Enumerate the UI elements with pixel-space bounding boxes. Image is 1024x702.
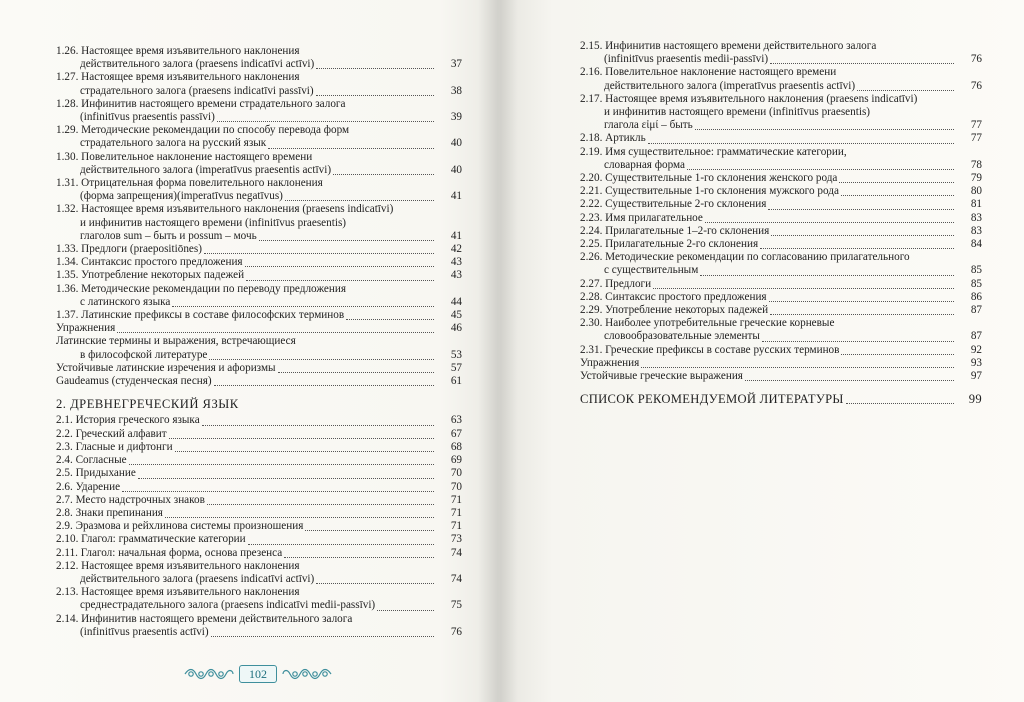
dot-leader bbox=[839, 182, 954, 183]
section-title: 2. ДРЕВНЕГРЕЧЕСКИЙ ЯЗЫК bbox=[56, 397, 239, 412]
toc-entry bbox=[56, 335, 462, 361]
toc-page-number: 39 bbox=[450, 111, 462, 124]
toc-entry bbox=[56, 428, 462, 441]
toc-entry bbox=[56, 494, 462, 507]
bibliography-entry bbox=[580, 393, 982, 406]
toc-entry-title: и инфинитив настоящего времени (infinitīvus praesentis) bbox=[80, 216, 347, 229]
dot-leader bbox=[760, 248, 954, 249]
toc-entry bbox=[56, 454, 462, 467]
toc-entry bbox=[580, 251, 982, 277]
dot-leader bbox=[278, 372, 434, 373]
toc-entry-title: 1.37. Латинские префиксы в составе философских терминов bbox=[56, 309, 345, 322]
dot-leader bbox=[641, 367, 954, 368]
toc-entry-title: словообразовательные элементы bbox=[604, 330, 760, 343]
dot-leader bbox=[172, 306, 434, 307]
toc-page-number: 42 bbox=[450, 243, 462, 256]
toc-page-number: 38 bbox=[450, 84, 462, 97]
toc-page-number: 61 bbox=[450, 375, 462, 388]
toc-entry bbox=[580, 132, 982, 145]
toc-entry-title: 2.11. Глагол: начальная форма, основа презенса bbox=[56, 546, 283, 559]
dot-leader bbox=[248, 544, 434, 545]
toc-page-number: 97 bbox=[970, 370, 982, 383]
toc-entry bbox=[56, 414, 462, 427]
toc-entry bbox=[56, 375, 462, 388]
page-number: 102 bbox=[239, 665, 277, 683]
toc-page-number: 74 bbox=[450, 572, 462, 585]
toc-entry-title: Устойчивые греческие выражения bbox=[580, 370, 743, 383]
right-toc-entries bbox=[580, 40, 982, 383]
toc-entry-title: 2.6. Ударение bbox=[56, 480, 121, 493]
toc-page-number: 80 bbox=[970, 185, 982, 198]
dot-leader bbox=[705, 222, 954, 223]
toc-page-number: 69 bbox=[450, 454, 462, 467]
toc-entry bbox=[580, 93, 982, 133]
ornament-right-icon bbox=[281, 667, 333, 681]
toc-entry-title: 1.27. Настоящее время изъявительного наклонения bbox=[56, 71, 300, 84]
toc-entry bbox=[56, 441, 462, 454]
ornament-left-icon bbox=[183, 667, 235, 681]
dot-leader bbox=[117, 332, 434, 333]
dot-leader bbox=[846, 403, 954, 404]
toc-page-number: 44 bbox=[450, 295, 462, 308]
dot-leader bbox=[316, 583, 434, 584]
dot-leader bbox=[745, 380, 954, 381]
toc-page-number: 37 bbox=[450, 58, 462, 71]
toc-page-number: 86 bbox=[970, 290, 982, 303]
toc-entry-title: действительного залога (imperatīvus praesentis actīvi) bbox=[604, 79, 856, 92]
toc-entry bbox=[56, 322, 462, 335]
toc-entry-title: словарная форма bbox=[604, 158, 685, 171]
toc-page-number: 85 bbox=[970, 264, 982, 277]
left-toc bbox=[56, 45, 462, 639]
dot-leader bbox=[333, 174, 434, 175]
toc-entry-title: 2.1. История греческого языка bbox=[56, 414, 200, 427]
dot-leader bbox=[122, 491, 434, 492]
toc-entry-title: 1.29. Методические рекомендации по способу перевода форм bbox=[56, 124, 350, 137]
toc-page-number: 57 bbox=[450, 361, 462, 374]
toc-entry bbox=[580, 238, 982, 251]
toc-entry-title: 1.32. Настоящее время изъявительного наклонения (praesens indicatīvi) bbox=[56, 203, 394, 216]
toc-entry-title: 2.22. Существительные 2-го склонения bbox=[580, 198, 767, 211]
toc-entry bbox=[56, 177, 462, 203]
dot-leader bbox=[857, 90, 954, 91]
toc-entry-title: 2.15. Инфинитив настоящего времени действительного залога bbox=[580, 40, 877, 52]
toc-entry-title: 2.16. Повелительное наклонение настоящего времени bbox=[580, 66, 837, 79]
toc-entry-title: 2.12. Настоящее время изъявительного наклонения bbox=[56, 559, 300, 572]
toc-page-number: 76 bbox=[450, 625, 462, 638]
dot-leader bbox=[316, 68, 434, 69]
dot-leader bbox=[770, 63, 954, 64]
toc-entry bbox=[56, 151, 462, 177]
toc-page-number: 83 bbox=[970, 224, 982, 237]
toc-entry bbox=[56, 71, 462, 97]
toc-page-number: 73 bbox=[450, 533, 462, 546]
dot-leader bbox=[284, 557, 434, 558]
toc-entry bbox=[580, 212, 982, 225]
toc-entry-title: (infinitīvus praesentis medii-passīvi) bbox=[604, 53, 769, 66]
toc-page-number: 63 bbox=[450, 414, 462, 427]
toc-entry-title: глаголов sum – быть и possum – мочь bbox=[80, 229, 257, 242]
toc-entry bbox=[56, 124, 462, 150]
toc-entry-title: 2.26. Методические рекомендации по согласованию прилагательного bbox=[580, 251, 910, 264]
toc-page-number: 40 bbox=[450, 163, 462, 176]
toc-entry-title: 2.27. Предлоги bbox=[580, 277, 652, 290]
toc-page-number: 40 bbox=[450, 137, 462, 150]
toc-page-number: 45 bbox=[450, 309, 462, 322]
toc-entry-title: 2.14. Инфинитив настоящего времени действительного залога bbox=[56, 612, 353, 625]
toc-page-number: 79 bbox=[970, 172, 982, 185]
dot-leader bbox=[695, 129, 954, 130]
toc-entry-title: 2.9. Эразмова и рейхлинова системы произношения bbox=[56, 520, 304, 533]
toc-page-number: 71 bbox=[450, 520, 462, 533]
toc-entry-title: 2.5. Придыхание bbox=[56, 467, 136, 480]
page-footer bbox=[176, 664, 340, 684]
toc-page-number: 83 bbox=[970, 211, 982, 224]
toc-entry-title: 2.25. Прилагательные 2-го склонения bbox=[580, 238, 759, 251]
toc-entry bbox=[56, 507, 462, 520]
toc-page-number: 76 bbox=[970, 79, 982, 92]
dot-leader bbox=[129, 464, 434, 465]
toc-page-number: 99 bbox=[968, 392, 982, 407]
toc-entry-title: Упражнения bbox=[56, 322, 116, 335]
toc-entry bbox=[580, 291, 982, 304]
toc-entry bbox=[56, 283, 462, 309]
toc-entry bbox=[56, 256, 462, 269]
dot-leader bbox=[377, 610, 434, 611]
toc-entry bbox=[56, 203, 462, 243]
dot-leader bbox=[175, 451, 434, 452]
dot-leader bbox=[700, 275, 954, 276]
greek-toc-entries bbox=[56, 414, 462, 638]
dot-leader bbox=[771, 235, 954, 236]
toc-entry-title: 1.35. Употребление некоторых падежей bbox=[56, 269, 245, 282]
toc-entry bbox=[580, 393, 982, 406]
toc-entry-title: глагола εἰμί – быть bbox=[604, 119, 693, 132]
toc-entry bbox=[580, 198, 982, 211]
toc-entry-title: 2.29. Употребление некоторых падежей bbox=[580, 304, 769, 317]
dot-leader bbox=[285, 200, 434, 201]
dot-leader bbox=[768, 209, 954, 210]
toc-entry-title: 2.23. Имя прилагательное bbox=[580, 211, 703, 224]
dot-leader bbox=[217, 121, 434, 122]
toc-entry-title: 2.24. Прилагательные 1–2-го склонения bbox=[580, 224, 770, 237]
toc-entry bbox=[56, 547, 462, 560]
dot-leader bbox=[259, 240, 434, 241]
toc-entry-title: 1.33. Предлоги (praepositiōnes) bbox=[56, 243, 202, 256]
toc-entry bbox=[56, 520, 462, 533]
toc-entry-title: Устойчивые латинские изречения и афоризмы bbox=[56, 361, 276, 374]
toc-entry-title: 1.31. Отрицательная форма повелительного наклонения bbox=[56, 177, 323, 190]
toc-entry-title: 2.10. Глагол: грамматические категории bbox=[56, 533, 246, 546]
toc-entry-title: (infinitīvus praesentis passīvi) bbox=[80, 111, 215, 124]
right-toc bbox=[580, 40, 982, 406]
dot-leader bbox=[165, 517, 434, 518]
dot-leader bbox=[209, 359, 434, 360]
toc-entry bbox=[56, 309, 462, 322]
toc-page-number: 85 bbox=[970, 277, 982, 290]
toc-entry bbox=[56, 269, 462, 282]
toc-entry-title: Gaudeamus (студенческая песня) bbox=[56, 375, 212, 388]
toc-page-number: 81 bbox=[970, 198, 982, 211]
toc-entry bbox=[56, 560, 462, 586]
toc-page-number: 46 bbox=[450, 322, 462, 335]
toc-entry bbox=[56, 467, 462, 480]
toc-entry-title: 2.17. Настоящее время изъявительного наклонения (praesens indicatīvi) bbox=[580, 92, 918, 105]
dot-leader bbox=[245, 266, 434, 267]
dot-leader bbox=[687, 169, 954, 170]
toc-page-number: 75 bbox=[450, 599, 462, 612]
toc-page-number: 67 bbox=[450, 427, 462, 440]
dot-leader bbox=[841, 354, 954, 355]
dot-leader bbox=[169, 438, 434, 439]
toc-entry bbox=[580, 370, 982, 383]
toc-entry bbox=[580, 185, 982, 198]
toc-entry-title: 2.13. Настоящее время изъявительного наклонения bbox=[56, 586, 300, 599]
toc-page-number: 77 bbox=[970, 132, 982, 145]
dot-leader bbox=[246, 280, 434, 281]
toc-entry-title: 2.21. Существительные 1-го склонения мужского рода bbox=[580, 185, 839, 198]
toc-entry bbox=[580, 357, 982, 370]
dot-leader bbox=[648, 143, 954, 144]
toc-entry bbox=[580, 40, 982, 66]
dot-leader bbox=[305, 530, 434, 531]
toc-page-number: 93 bbox=[970, 356, 982, 369]
toc-page-number: 71 bbox=[450, 493, 462, 506]
toc-entry-title: с латинского языка bbox=[80, 295, 171, 308]
toc-entry bbox=[580, 278, 982, 291]
toc-entry bbox=[56, 613, 462, 639]
toc-page-number: 43 bbox=[450, 269, 462, 282]
toc-entry-title: в философской литературе bbox=[80, 348, 208, 361]
dot-leader bbox=[204, 253, 434, 254]
dot-leader bbox=[841, 195, 954, 196]
dot-leader bbox=[214, 385, 434, 386]
toc-entry bbox=[56, 45, 462, 71]
toc-entry-title: 1.28. Инфинитив настоящего времени страдательного залога bbox=[56, 97, 346, 110]
toc-entry-title: действительного залога (imperatīvus praesentis actīvi) bbox=[80, 163, 332, 176]
dot-leader bbox=[207, 504, 434, 505]
toc-entry-title: 2.19. Имя существительное: грамматические категории, bbox=[580, 145, 847, 158]
dot-leader bbox=[653, 288, 954, 289]
dot-leader bbox=[762, 341, 954, 342]
toc-entry bbox=[56, 243, 462, 256]
toc-entry-title: 2.3. Гласные и дифтонги bbox=[56, 440, 173, 453]
toc-entry bbox=[580, 172, 982, 185]
toc-entry-title: 2.30. Наиболее употребительные греческие корневые bbox=[580, 317, 835, 330]
book-gutter bbox=[478, 0, 518, 702]
toc-page-number: 77 bbox=[970, 119, 982, 132]
left-toc-entries bbox=[56, 45, 462, 388]
toc-page-number: 41 bbox=[450, 229, 462, 242]
toc-entry-title: 2.2. Греческий алфавит bbox=[56, 427, 167, 440]
toc-page-number: 87 bbox=[970, 304, 982, 317]
dot-leader bbox=[211, 636, 434, 637]
toc-page-number: 53 bbox=[450, 348, 462, 361]
dot-leader bbox=[268, 148, 434, 149]
toc-entry bbox=[56, 481, 462, 494]
toc-entry-title: 2.31. Греческие префиксы в составе русских терминов bbox=[580, 343, 840, 356]
toc-entry-title: 2.4. Согласные bbox=[56, 454, 127, 467]
toc-entry bbox=[56, 98, 462, 124]
toc-entry bbox=[580, 317, 982, 343]
toc-page-number: 87 bbox=[970, 330, 982, 343]
toc-entry bbox=[580, 225, 982, 238]
toc-page-number: 70 bbox=[450, 480, 462, 493]
toc-page-number: 70 bbox=[450, 467, 462, 480]
toc-entry-title: 2.8. Знаки препинания bbox=[56, 506, 163, 519]
dot-leader bbox=[346, 319, 434, 320]
toc-entry bbox=[56, 586, 462, 612]
toc-entry-title: и инфинитив настоящего времени (infinitīvus praesentis) bbox=[604, 106, 871, 119]
toc-entry-title: с существительным bbox=[604, 264, 699, 277]
toc-entry-title: Упражнения bbox=[580, 356, 640, 369]
toc-page-number: 41 bbox=[450, 190, 462, 203]
dot-leader bbox=[316, 95, 434, 96]
toc-entry-title: 2.18. Артикль bbox=[580, 132, 646, 145]
toc-page-number: 78 bbox=[970, 158, 982, 171]
toc-entry-title: 1.26. Настоящее время изъявительного наклонения bbox=[56, 45, 300, 57]
dot-leader bbox=[202, 425, 434, 426]
toc-entry-title: Латинские термины и выражения, встречающиеся bbox=[56, 335, 296, 348]
toc-page-number: 76 bbox=[970, 53, 982, 66]
toc-page-number: 84 bbox=[970, 238, 982, 251]
toc-page-number: 43 bbox=[450, 256, 462, 269]
toc-entry-title: среднестрадательного залога (praesens indicatīvi medii-passīvi) bbox=[80, 599, 376, 612]
toc-entry bbox=[580, 146, 982, 172]
toc-entry bbox=[580, 344, 982, 357]
toc-page-number: 71 bbox=[450, 506, 462, 519]
toc-entry-title: 2.28. Синтаксис простого предложения bbox=[580, 290, 767, 303]
toc-entry-title: действительного залога (praesens indicatīvi actīvi) bbox=[80, 572, 315, 585]
toc-entry-title: (infinitīvus praesentis actīvi) bbox=[80, 625, 209, 638]
dot-leader bbox=[770, 314, 954, 315]
toc-page-number: 92 bbox=[970, 343, 982, 356]
toc-entry-title: действительного залога (praesens indicatīvi actīvi) bbox=[80, 58, 315, 71]
toc-entry-title: СПИСОК РЕКОМЕНДУЕМОЙ ЛИТЕРАТУРЫ bbox=[580, 392, 844, 407]
toc-entry-title: 2.7. Место надстрочных знаков bbox=[56, 493, 205, 506]
dot-leader bbox=[138, 478, 434, 479]
toc-entry-title: 1.36. Методические рекомендации по переводу предложения bbox=[56, 282, 347, 295]
toc-entry-title: 1.34. Синтаксис простого предложения bbox=[56, 256, 243, 269]
toc-entry-title: 1.30. Повелительное наклонение настоящего времени bbox=[56, 150, 313, 163]
toc-page-number: 68 bbox=[450, 440, 462, 453]
toc-entry bbox=[580, 304, 982, 317]
toc-entry-title: (форма запрещения)(imperatīvus negatīvus) bbox=[80, 190, 283, 203]
dot-leader bbox=[769, 301, 954, 302]
toc-entry bbox=[56, 533, 462, 546]
toc-page-number: 74 bbox=[450, 546, 462, 559]
toc-entry bbox=[580, 66, 982, 92]
toc-entry bbox=[56, 362, 462, 375]
toc-entry-title: страдательного залога (praesens indicatīvi passīvi) bbox=[80, 84, 314, 97]
toc-entry-title: страдательного залога на русский язык bbox=[80, 137, 267, 150]
toc-entry-title: 2.20. Существительные 1-го склонения женского рода bbox=[580, 172, 838, 185]
